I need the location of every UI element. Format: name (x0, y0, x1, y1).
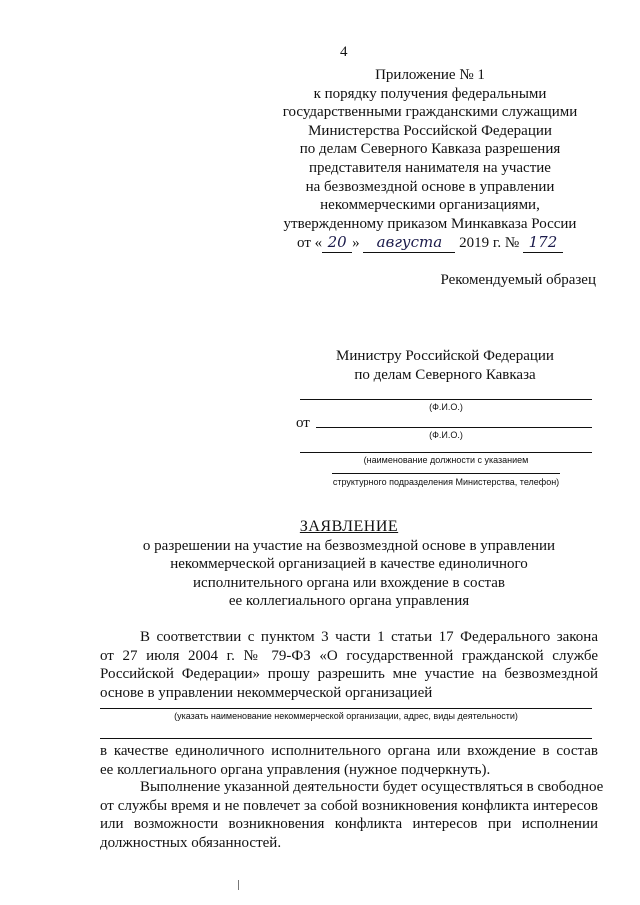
organization-line (100, 708, 592, 709)
body-paragraph-2 (100, 742, 598, 779)
body-line: должностных обязанностей. (100, 834, 282, 851)
appendix-line: к порядку получения федеральными (313, 85, 547, 102)
date-suffix: 2019 г. № (459, 235, 520, 252)
position-caption: структурного подразделения Министерства, телефон) (332, 477, 560, 487)
appendix-line: по делам Северного Кавказа разрешения (299, 141, 561, 158)
position-caption: (наименование должности с указанием (363, 455, 529, 465)
statement-subtitle-line: некоммерческой организацией в качестве единоличного (170, 556, 528, 572)
fio-caption: (Ф.И.О.) (429, 430, 463, 440)
appendix-line: государственными гражданскими служащими (282, 104, 578, 121)
appendix-header (260, 66, 600, 253)
handwritten-month: августа (363, 233, 455, 253)
appendix-line: Министерства Российской Федерации (308, 122, 552, 139)
body-paragraph-3 (100, 778, 604, 852)
body-line: от 27 июля 2004 г. № 79-ФЗ «О государственной гражданской службе (100, 647, 598, 664)
body-paragraph-1 (100, 628, 598, 702)
organization-line-2 (100, 738, 592, 739)
body-line: в качестве единоличного исполнительного органа или вхождение в состав (100, 743, 598, 759)
handwritten-day: 20 (322, 233, 352, 253)
addressee-block (310, 347, 580, 385)
appendix-line: на безвозмездной основе в управлении (305, 178, 555, 195)
statement-subtitle-line: исполнительного органа или вхождение в состав (193, 574, 505, 591)
body-line: В соответствии с пунктом 3 части 1 статьи 17 Федерального закона (140, 629, 598, 645)
body-line: Выполнение указанной деятельности будет осуществляться в свободное (140, 779, 604, 795)
order-date-line (260, 233, 600, 253)
statement-title (100, 518, 598, 537)
statement-subtitle-line: о разрешении на участие на безвозмездной основе в управлении (142, 537, 556, 554)
statement-heading (100, 518, 598, 611)
applicant-name-line (316, 427, 592, 428)
appendix-title: Приложение № 1 (375, 67, 485, 83)
sample-label: Рекомендуемый образец (440, 272, 596, 288)
page-number: 4 (340, 44, 348, 60)
applicant-position-line (300, 452, 592, 453)
applicant-department-line (332, 473, 560, 474)
body-line: или возможности возникновения конфликта интересов при исполнении (100, 816, 598, 833)
appendix-line: представителя нанимателя на участие (309, 159, 551, 176)
addressee-line: по делам Северного Кавказа (354, 367, 536, 383)
body-line: ее коллегиального органа управления (нужное подчеркнуть). (100, 761, 491, 778)
statement-subtitle-line: ее коллегиального органа управления (228, 593, 470, 609)
date-prefix: от « (297, 235, 323, 252)
organization-caption: (указать наименование некоммерческой организации, адрес, виды деятельности) (174, 711, 518, 721)
appendix-line: утвержденному приказом Минкавказа России (283, 215, 577, 232)
from-label: от (296, 415, 310, 431)
body-line: от службы время и не повлечет за собой возникновения конфликта интересов (100, 797, 598, 814)
date-mid: » (352, 235, 360, 252)
body-line: Российской Федерации» прошу разрешить мне участие на безвозмездной (100, 666, 598, 683)
handwritten-order-number: 172 (523, 233, 563, 253)
addressee-name-line (300, 399, 592, 400)
statement-title-text: ЗАЯВЛЕНИЕ (299, 518, 399, 535)
appendix-line: некоммерческими организациями, (320, 197, 540, 214)
fio-caption: (Ф.И.О.) (429, 402, 463, 412)
addressee-line: Министру Российской Федерации (336, 348, 554, 364)
scan-artifact (238, 880, 239, 890)
body-line: основе в управлении некоммерческой организацией (100, 684, 433, 701)
